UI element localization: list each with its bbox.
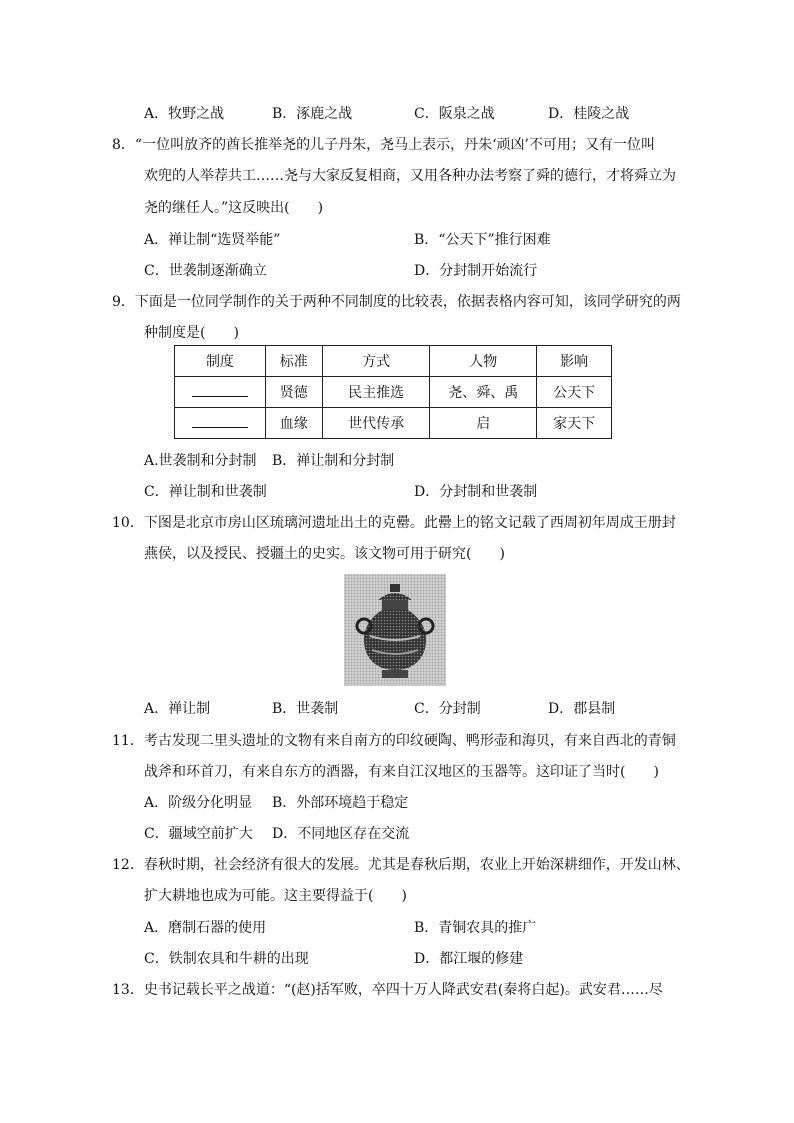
q9-stem-line-1: 9．下面是一位同学制作的关于两种不同制度的比较表，依据表格内容可知，该同学研究的两 bbox=[112, 294, 681, 310]
q12-option-c[interactable]: C．铁制农具和牛耕的出现 bbox=[144, 951, 309, 967]
q8-stem-line-2: 欢兜的人举荐共工……尧与大家反复相商，又用各种办法考察了舜的德行，才将舜立为 bbox=[144, 168, 676, 184]
table-cell: 尧、舜、禹 bbox=[430, 377, 537, 408]
table-cell-blank bbox=[175, 408, 266, 439]
table-cell: 家天下 bbox=[537, 408, 612, 439]
comparison-table bbox=[174, 345, 612, 439]
q8-option-b[interactable]: B．“公天下”推行困难 bbox=[414, 232, 551, 248]
q12-stem-line-2: 扩大耕地也成为可能。这主要得益于( ) bbox=[144, 888, 407, 904]
q7-option-d[interactable]: D．桂陵之战 bbox=[548, 106, 630, 122]
table-cell: 血缘 bbox=[265, 408, 322, 439]
table-header-cell: 人物 bbox=[430, 346, 537, 377]
table-cell: 贤德 bbox=[265, 377, 322, 408]
q11-option-d[interactable]: D．不同地区存在交流 bbox=[272, 826, 410, 842]
table-cell: 启 bbox=[430, 408, 537, 439]
bronze-lei-vessel-image bbox=[344, 574, 446, 686]
q10-option-d[interactable]: D．郡县制 bbox=[548, 701, 616, 717]
q7-option-c[interactable]: C．阪泉之战 bbox=[414, 106, 495, 122]
q9-stem-line-2: 种制度是( ) bbox=[144, 325, 239, 341]
q11-option-c[interactable]: C．疆域空前扩大 bbox=[144, 826, 253, 842]
q10-stem-line-2: 燕侯，以及授民、授疆土的史实。该文物可用于研究( ) bbox=[144, 546, 505, 562]
fill-in-blank bbox=[192, 415, 248, 428]
table-row bbox=[175, 408, 612, 439]
q12-option-d[interactable]: D．都江堰的修建 bbox=[414, 951, 524, 967]
fill-in-blank bbox=[192, 384, 248, 397]
q10-option-b[interactable]: B．世袭制 bbox=[272, 701, 339, 717]
q11-stem-line-2: 战斧和环首刀，有来自东方的酒器，有来自江汉地区的玉器等。这印证了当时( ) bbox=[144, 764, 659, 780]
q13-stem-line-1: 13．史书记载长平之战道：“(赵)括军败，卒四十万人降武安君(秦将白起)。武安君……尽 bbox=[112, 982, 663, 998]
q9-option-c[interactable]: C．禅让制和世袭制 bbox=[144, 484, 267, 500]
q8-stem-line-3: 尧的继任人。”这反映出( ) bbox=[144, 200, 324, 216]
q12-stem-line-1: 12．春秋时期，社会经济有很大的发展。尤其是春秋后期，农业上开始深耕细作，开发山林、 bbox=[112, 857, 690, 873]
table-header-cell: 方式 bbox=[322, 346, 430, 377]
table-header-cell: 制度 bbox=[175, 346, 266, 377]
q8-stem-line-1: 8．“一位叫放齐的酋长推举尧的儿子丹朱，尧马上表示，丹朱‘顽凶’不可用；又有一位叫 bbox=[112, 137, 655, 153]
table-header-row bbox=[175, 346, 612, 377]
q8-option-d[interactable]: D．分封制开始流行 bbox=[414, 263, 538, 279]
q8-option-c[interactable]: C．世袭制逐渐确立 bbox=[144, 263, 267, 279]
q9-option-d[interactable]: D．分封制和世袭制 bbox=[414, 484, 538, 500]
q12-option-a[interactable]: A．磨制石器的使用 bbox=[144, 920, 267, 936]
q12-option-b[interactable]: B．青铜农具的推广 bbox=[414, 920, 537, 936]
q7-option-a[interactable]: A．牧野之战 bbox=[144, 106, 225, 122]
table-header-cell: 标准 bbox=[265, 346, 322, 377]
q10-stem-line-1: 10．下图是北京市房山区琉璃河遗址出土的克罍。此罍上的铭文记载了西周初年周成王册封 bbox=[112, 515, 676, 531]
q9-option-a[interactable]: A.世袭制和分封制 bbox=[144, 453, 257, 469]
table-cell: 世代传承 bbox=[322, 408, 430, 439]
q9-option-b[interactable]: B．禅让制和分封制 bbox=[272, 453, 395, 469]
q11-option-b[interactable]: B．外部环境趋于稳定 bbox=[272, 795, 409, 811]
table-cell: 民主推选 bbox=[322, 377, 430, 408]
q11-stem-line-1: 11．考古发现二里头遗址的文物有来自南方的印纹硬陶、鸭形壶和海贝，有来自西北的青铜 bbox=[112, 733, 676, 749]
q11-option-a[interactable]: A．阶级分化明显 bbox=[144, 795, 253, 811]
table-header-cell: 影响 bbox=[537, 346, 612, 377]
q10-option-a[interactable]: A．禅让制 bbox=[144, 701, 211, 717]
table-cell-blank bbox=[175, 377, 266, 408]
q10-option-c[interactable]: C．分封制 bbox=[414, 701, 481, 717]
table-cell: 公天下 bbox=[537, 377, 612, 408]
q8-option-a[interactable]: A．禅让制“选贤举能” bbox=[144, 232, 281, 248]
table-row bbox=[175, 377, 612, 408]
q7-option-b[interactable]: B．涿鹿之战 bbox=[272, 106, 353, 122]
